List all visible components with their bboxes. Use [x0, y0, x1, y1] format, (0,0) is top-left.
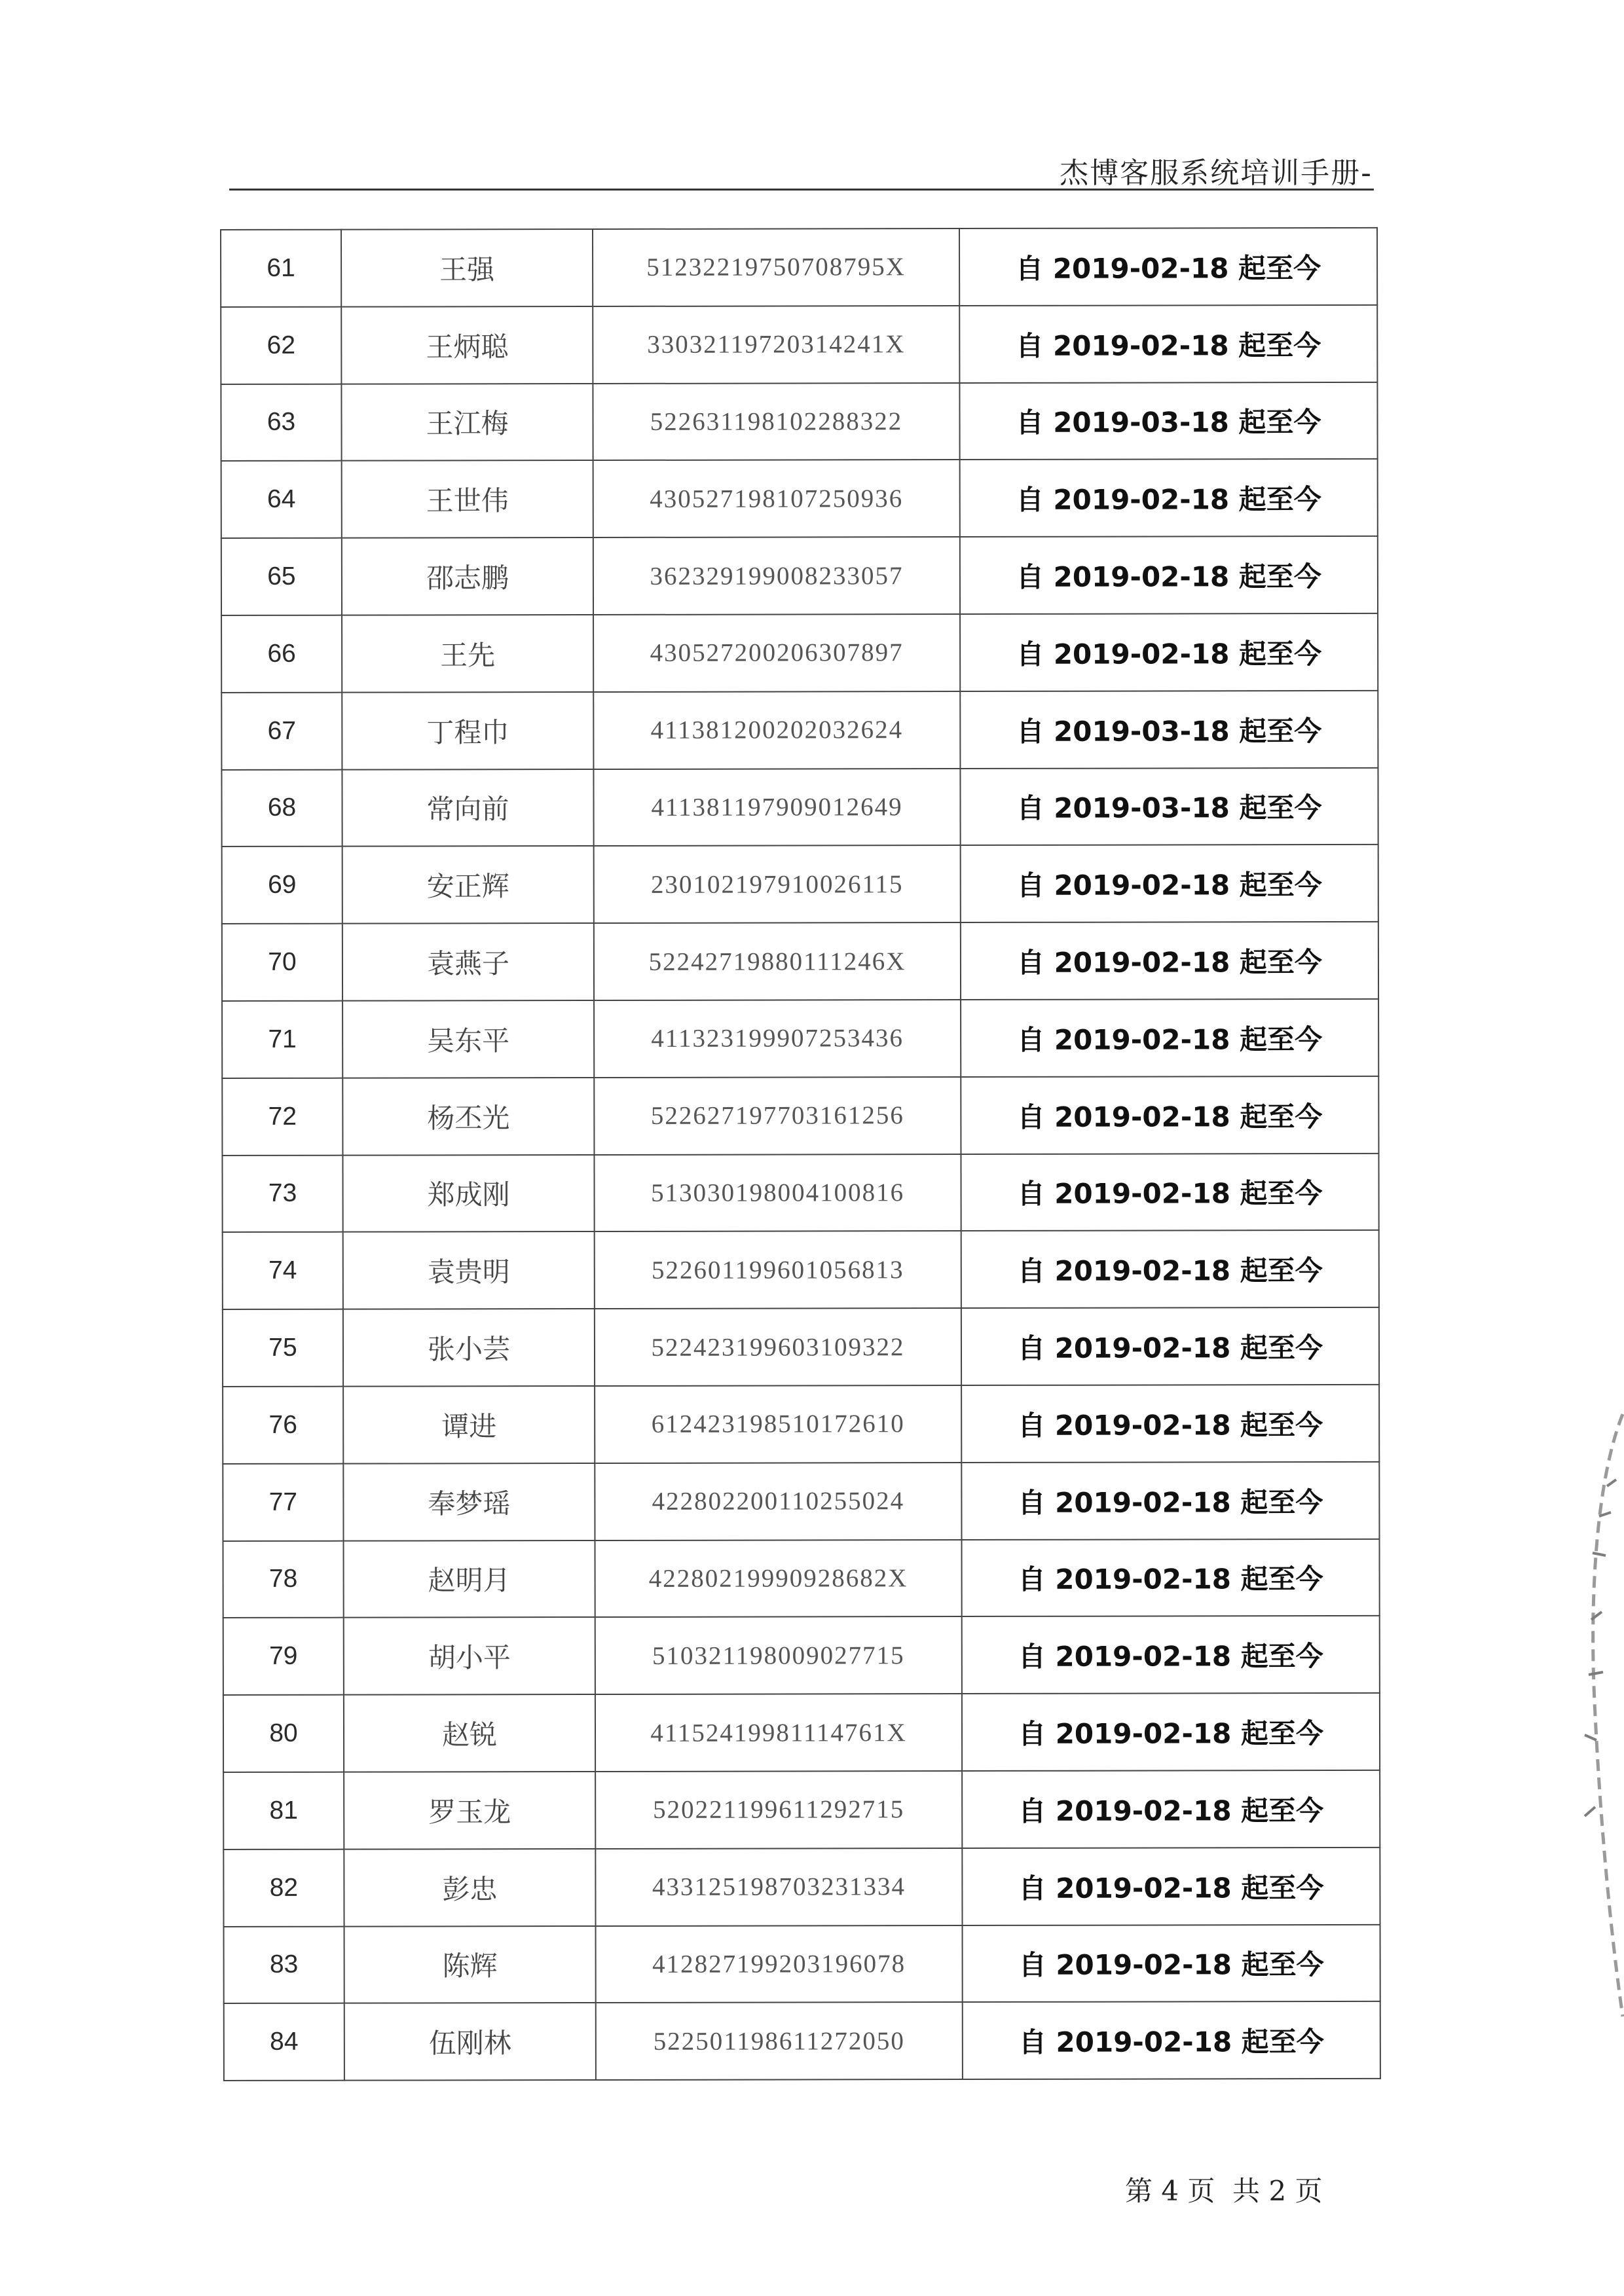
table-row: [223, 1848, 1380, 1927]
employment-period: 自 2019-02-18 起至今: [962, 1770, 1380, 1848]
employment-period: 自 2019-02-18 起至今: [961, 1539, 1379, 1616]
id-number: 52242719880111246X: [594, 922, 961, 1000]
person-name: 王世伟: [342, 460, 593, 538]
table-row: [221, 305, 1377, 384]
table-row: [221, 536, 1378, 615]
table-row: [223, 1539, 1379, 1618]
employment-period: 自 2019-02-18 起至今: [959, 228, 1377, 306]
row-number: 64: [221, 461, 342, 538]
document-header-title: 杰博客服系统培训手册-: [1060, 156, 1373, 190]
person-name: 王先: [342, 615, 593, 692]
employment-period: 自 2019-02-18 起至今: [963, 1924, 1380, 2002]
employment-period: 自 2019-02-18 起至今: [961, 1153, 1378, 1231]
person-name: 伍刚林: [344, 2003, 596, 2080]
table-row: [223, 1616, 1380, 1695]
table-row: [221, 613, 1378, 693]
person-name: 陈辉: [344, 1926, 596, 2003]
id-number: 522631198102288322: [593, 383, 959, 461]
id-number: 230102197910026115: [594, 845, 961, 923]
person-name: 胡小平: [344, 1617, 595, 1694]
table-row: [223, 1693, 1380, 1772]
page-number-footer: 第 4 页 共 2 页: [1125, 2175, 1323, 2207]
row-number: 63: [221, 384, 341, 461]
employment-period: 自 2019-02-18 起至今: [960, 536, 1378, 614]
table-row: [222, 999, 1378, 1078]
row-number: 61: [221, 230, 341, 307]
employment-period: 自 2019-02-18 起至今: [959, 305, 1377, 383]
table-row: [221, 459, 1378, 538]
person-name: 王强: [341, 229, 593, 306]
row-number: 73: [222, 1155, 342, 1232]
header-divider: [229, 189, 1374, 191]
id-number: 510321198009027715: [595, 1616, 962, 1694]
table-row: [223, 1770, 1380, 1850]
row-number: 82: [223, 1849, 344, 1926]
row-number: 72: [222, 1078, 342, 1155]
row-number: 78: [223, 1540, 343, 1618]
id-number: 522501198611272050: [596, 2002, 963, 2080]
employment-period: 自 2019-02-18 起至今: [961, 922, 1378, 1000]
id-number: 33032119720314241X: [593, 306, 959, 384]
row-number: 74: [223, 1232, 343, 1309]
id-number: 51232219750708795X: [593, 228, 959, 306]
table-row: [223, 1385, 1379, 1464]
row-number: 81: [223, 1772, 344, 1850]
person-name: 邵志鹏: [342, 538, 593, 615]
employment-period: 自 2019-02-18 起至今: [961, 1462, 1379, 1540]
id-number: 433125198703231334: [595, 1848, 962, 1926]
row-number: 71: [222, 1001, 342, 1078]
id-number: 411323199907253436: [594, 1000, 961, 1078]
id-number: 522627197703161256: [594, 1077, 961, 1155]
employment-period: 自 2019-02-18 起至今: [961, 845, 1378, 922]
table-row: [221, 382, 1377, 462]
employment-period: 自 2019-02-18 起至今: [960, 459, 1378, 537]
id-number: 362329199008233057: [593, 537, 960, 615]
row-number: 76: [223, 1387, 343, 1464]
person-name: 郑成刚: [342, 1155, 594, 1232]
person-name: 安正辉: [342, 846, 594, 923]
employment-period: 自 2019-02-18 起至今: [961, 1076, 1378, 1154]
id-number: 522423199603109322: [595, 1308, 961, 1386]
seal-fragment: [1577, 1401, 1624, 2030]
personnel-table-body: [221, 228, 1380, 2081]
table-row: [222, 845, 1378, 924]
table-row: [224, 1924, 1380, 2003]
row-number: 62: [221, 306, 341, 384]
person-name: 王炳聪: [341, 306, 593, 384]
employment-period: 自 2019-02-18 起至今: [961, 1307, 1379, 1385]
row-number: 66: [221, 615, 342, 693]
person-name: 奉梦瑶: [343, 1463, 595, 1540]
id-number: 430527198107250936: [593, 460, 960, 538]
employment-period: 自 2019-03-18 起至今: [960, 767, 1378, 845]
employment-period: 自 2019-03-18 起至今: [960, 691, 1378, 769]
person-name: 彭忠: [344, 1849, 595, 1926]
employment-period: 自 2019-02-18 起至今: [961, 1230, 1379, 1308]
person-name: 谭进: [343, 1386, 595, 1463]
id-number: 520221199611292715: [595, 1771, 962, 1849]
employment-period: 自 2019-02-18 起至今: [963, 2001, 1380, 2079]
row-number: 69: [222, 847, 342, 924]
person-name: 杨丕光: [342, 1078, 594, 1155]
table-row: [221, 767, 1378, 847]
table-row: [222, 1076, 1378, 1156]
table-row: [223, 1307, 1379, 1387]
table-row: [221, 691, 1378, 770]
employment-period: 自 2019-02-18 起至今: [961, 1385, 1379, 1463]
employment-period: 自 2019-02-18 起至今: [962, 1848, 1380, 1925]
person-name: 吴东平: [342, 1000, 594, 1078]
person-name: 袁贵明: [343, 1231, 595, 1309]
table-row: [223, 1230, 1379, 1309]
person-name: 王江梅: [341, 384, 593, 461]
id-number: 422802200110255024: [595, 1463, 961, 1540]
table-row: [222, 1153, 1378, 1232]
employment-period: 自 2019-02-18 起至今: [962, 1616, 1380, 1694]
id-number: 513030198004100816: [594, 1154, 961, 1232]
row-number: 68: [221, 769, 342, 847]
row-number: 75: [223, 1309, 343, 1387]
row-number: 77: [223, 1463, 343, 1540]
person-name: 丁程巾: [342, 692, 593, 769]
employment-period: 自 2019-03-18 起至今: [959, 382, 1377, 460]
row-number: 70: [222, 924, 342, 1001]
id-number: 42280219990928682X: [595, 1540, 961, 1618]
employment-period: 自 2019-02-18 起至今: [960, 613, 1378, 691]
table-row: [224, 2001, 1380, 2081]
row-number: 65: [221, 538, 342, 615]
person-name: 袁燕子: [342, 923, 594, 1000]
row-number: 84: [224, 2003, 344, 2081]
id-number: 411381200202032624: [593, 691, 960, 769]
personnel-table: [220, 227, 1381, 2081]
row-number: 80: [223, 1695, 344, 1772]
employment-period: 自 2019-02-18 起至今: [962, 1693, 1380, 1771]
row-number: 67: [221, 692, 342, 769]
id-number: 430527200206307897: [593, 614, 960, 692]
table-row: [222, 922, 1378, 1001]
person-name: 常向前: [342, 769, 593, 847]
person-name: 罗玉龙: [344, 1772, 595, 1849]
id-number: 612423198510172610: [595, 1385, 961, 1463]
table-row: [221, 228, 1377, 307]
person-name: 赵锐: [344, 1694, 595, 1772]
id-number: 412827199203196078: [596, 1925, 963, 2003]
row-number: 79: [223, 1618, 344, 1695]
id-number: 41152419981114761X: [595, 1694, 962, 1772]
id-number: 411381197909012649: [593, 769, 960, 847]
employment-period: 自 2019-02-18 起至今: [961, 999, 1378, 1077]
row-number: 83: [224, 1926, 344, 2003]
person-name: 张小芸: [343, 1309, 595, 1386]
person-name: 赵明月: [343, 1540, 595, 1618]
id-number: 522601199601056813: [595, 1231, 961, 1309]
table-row: [223, 1462, 1379, 1541]
